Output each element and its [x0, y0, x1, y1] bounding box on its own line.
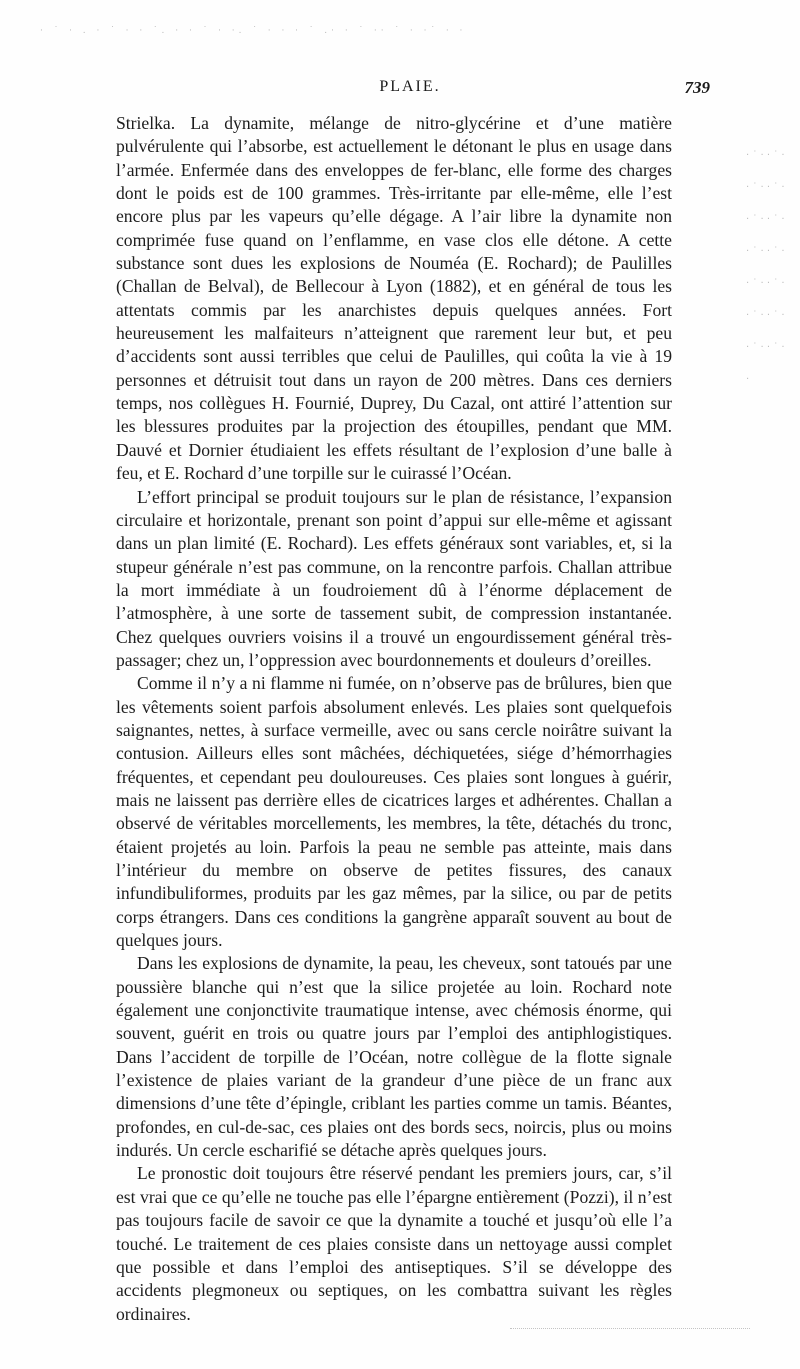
running-head: PLAIE. — [379, 78, 441, 95]
paragraph-explosions: Dans les explosions de dynamite, la peau, les cheveux, sont tatoués par une poussière blanche qui n’est que la silice projetée au loin. Rochard note également une conjonctivite traumatique intense, avec chémosis énorme, qui souvent, guérit en trois ou quatre jours par l’emploi des antiphlogistiques. Dans l’accident de torpille de l’Océan, notre collègue de la flotte signale l’existence de plaies variant de la grandeur d’une pièce de un franc aux dimensions d’une tête d’épingle, criblant les parties comme un tamis. Béantes, profondes, en cul-de-sac, ces plaies ont des bords secs, noircis, plus ou moins indurés. Un cercle escharifié se détache après quelques jours. — [116, 953, 672, 1161]
paragraph-dynamite: Strielka. La dynamite, mélange de nitro-glycérine et d’une matière pulvérulente qui l’absorbe, est actuellement le détonant le plus en usage dans l’armée. Enfermée dans des enveloppes de fer-blanc, elle forme des charges dont le poids est de 100 grammes. Très-irritante par elle-même, elle l’est encore plus par les vapeurs qu’elle dégage. A l’air libre la dynamite non comprimée fuse quand on l’enflamme, en vase clos elle détone. A cette substance sont dues les explosions de Nouméa (E. Rochard); de Paulilles (Challan de Belval), de Bellecour à Lyon (1882), et en général de tous les attentats commis par les anarchistes depuis quelques années. Fort heureusement les malfaiteurs n’atteignent que rarement leur but, et peu d’accidents sont aussi terribles que celui de Paulilles, qui coûta la vie à 19 personnes et détruisit tout dans un rayon de 200 mètres. Dans ces derniers temps, nos collègues H. Fournié, Duprey, Du Cazal, ont attiré l’attention sur les blessures produites par la projection des étoupilles, pendant que MM. Dauvé et Dornier étudiaient les effets résultant de l’explosion d’une balle à feu, et E. Rochard d’une torpille sur le cuirassé l’Océan. — [116, 113, 672, 484]
scan-speckle-margin: · ˙ ‧ · ˙ · ‧ ˙ · · ˙ ‧ · ˙ · ‧ ˙ · · ˙ ‧ · ˙ · ‧ ˙ · · ˙ ‧ · ˙ · ‧ ˙ · · ˙ ‧ · ˙ · ‧ — [746, 150, 785, 385]
body-text — [116, 112, 672, 1326]
paragraph-brulures: Comme il n’y a ni flamme ni fumée, on n’observe pas de brûlures, bien que les vêtements soient parfois absolument enlevés. Les plaies sont quelquefois saignantes, nettes, à surface vermeille, avec ou sans cercle noirâtre suivant la contusion. Ailleurs elles sont mâchées, déchiquetées, siége d’hémorrhagies fréquentes, et cependant peu douloureuses. Ces plaies sont longues à guérir, mais ne laissent pas derrière elles de cicatrices larges et adhérentes. Challan a observé de véritables morcellements, les membres, la tête, détachés du tronc, étaient projetés au loin. Parfois la peau ne semble pas atteinte, mais dans l’intérieur du membre on observe de petites fissures, des canaux infundibuliformes, produits par les gaz mêmes, par la silice, ou par de petits corps étrangers. Dans ces conditions la gangrène apparaît souvent au bout de quelques jours. — [116, 673, 672, 951]
scan-speckle-top: · ˙ · . ‧ ˙ · · ˙. · ‧ ˙ · ·. ˙ · ‧ · ˙ .· · ˙ ‧· ˙ · ·˙ ‧ · — [40, 26, 467, 36]
page-header — [110, 78, 710, 102]
scan-speckle-bottom — [510, 1328, 750, 1330]
paragraph-effort-principal: L’effort principal se produit toujours sur le plan de résistance, l’expansion circulaire et horizontale, prenant son point d’appui sur elle-même et agissant dans un plan limité (E. Rochard). Les effets généraux sont variables, et, si la stupeur générale n’est pas commune, on la rencontre parfois. Challan attribue la mort immédiate à un foudroiement dû à l’énorme déplacement de l’atmosphère, à une sorte de tassement subit, de compression instantanée. Chez quelques ouvriers voisins il a trouvé un engourdissement général très-passager; chez un, l’oppression avec bourdonnements et douleurs d’oreilles. — [116, 486, 672, 670]
page-number: 739 — [684, 78, 710, 97]
paragraph-pronostic: Le pronostic doit toujours être réservé pendant les premiers jours, car, s’il est vrai que ce qu’elle ne touche pas elle l’épargne entièrement (Pozzi), il n’est pas toujours facile de savoir ce que la dynamite a touché et jusqu’où elle l’a touché. Le traitement de ces plaies consiste dans un nettoyage aussi complet que possible et dans l’emploi des antiseptiques. S’il se développe des accidents plegmoneux ou septiques, on les combattra suivant les règles ordinaires. — [116, 1163, 672, 1324]
